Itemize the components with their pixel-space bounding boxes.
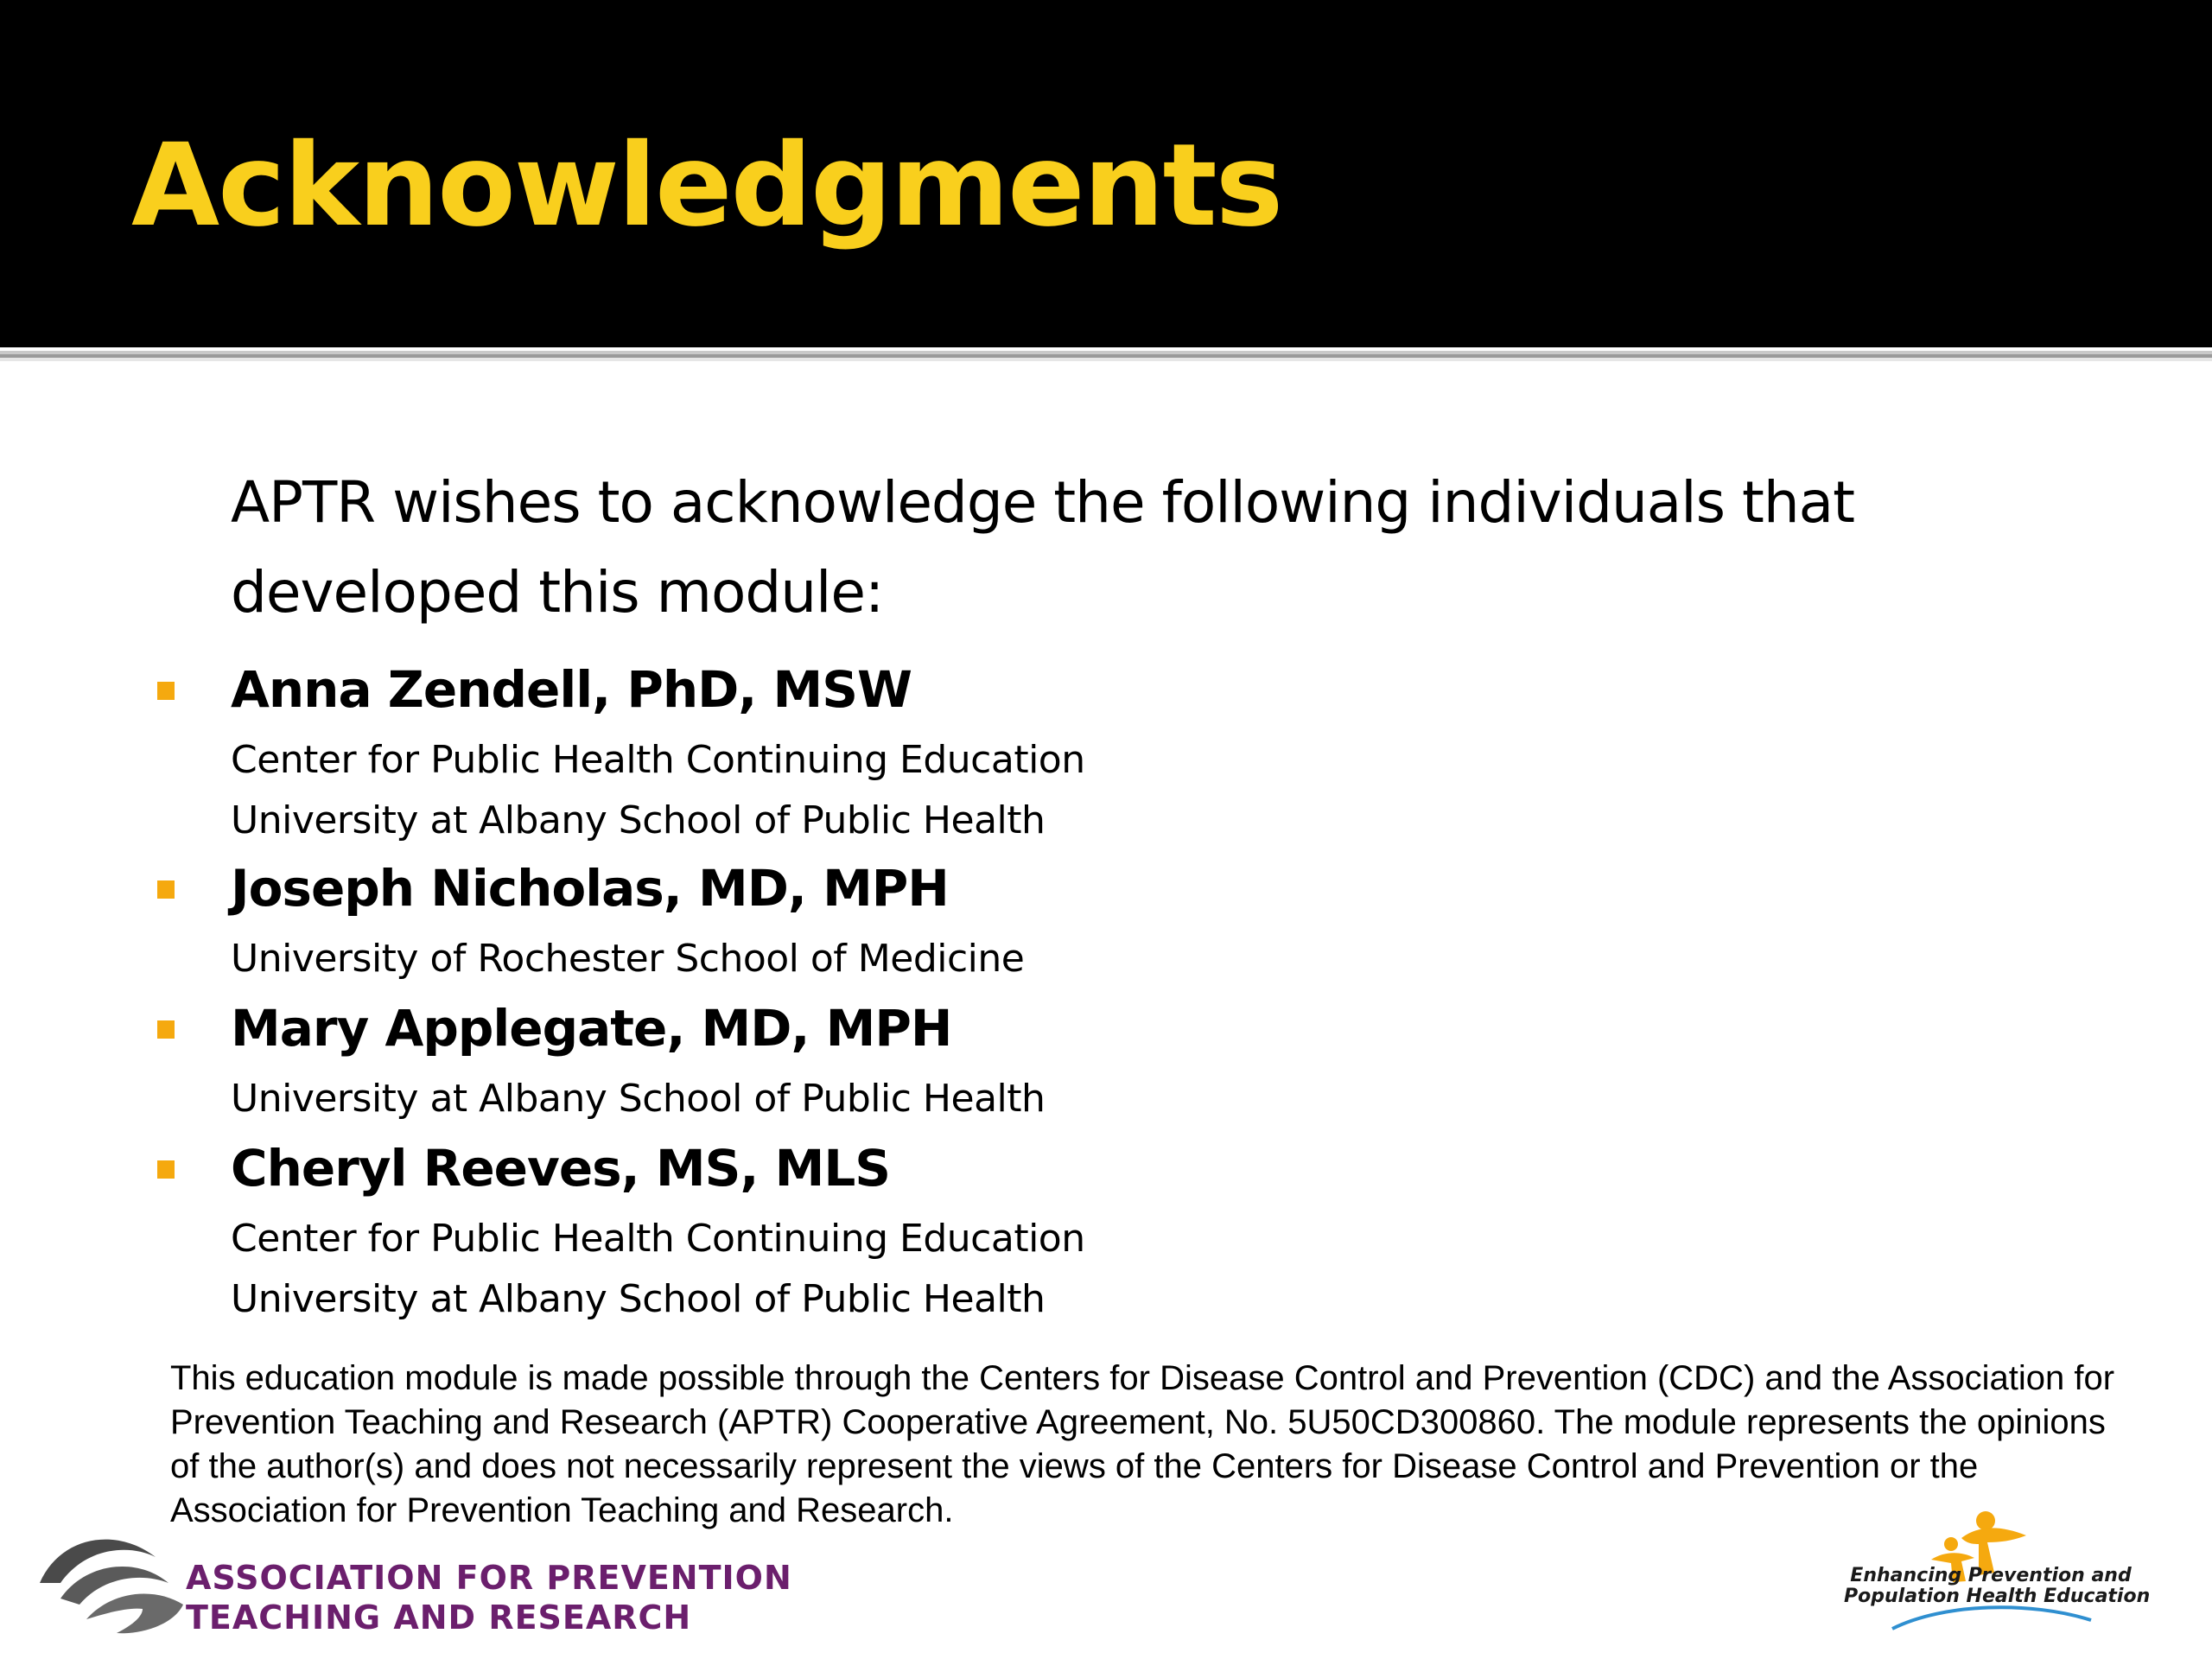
aptr-name-line1: ASSOCIATION FOR PREVENTION	[186, 1559, 792, 1597]
bullet-icon	[157, 880, 175, 899]
contributor-name: Mary Applegate, MD, MPH	[231, 999, 952, 1058]
funding-disclaimer: This education module is made possible through the Centers for Disease Control and Prevention (CDC) and the Association for Prevention Teaching and Research (APTR) Cooperative Agreement, No. 5U50CD300860. The module represents the opinions of the author(s) and does not necessarily represent the views of the Centers for Disease Control and Prevention or the Association for Prevention Teaching and Research.	[170, 1359, 2115, 1529]
contributor-affiliation: Center for Public Health Continuing Education	[231, 1217, 1085, 1261]
page-title: Acknowledgments	[131, 119, 1282, 252]
contributor-affiliation: University at Albany School of Public Health	[231, 1077, 1046, 1121]
contributor-name: Joseph Nicholas, MD, MPH	[231, 859, 949, 918]
bullet-icon	[157, 1020, 175, 1039]
contributor-name: Anna Zendell, PhD, MSW	[231, 660, 912, 719]
aptr-name-line2: TEACHING AND RESEARCH	[186, 1599, 692, 1637]
aptr-name-logo	[186, 1558, 792, 1637]
contributor-affiliation: University at Albany School of Public Health	[231, 1277, 1046, 1321]
contributor-affiliation: University at Albany School of Public Health	[231, 798, 1046, 842]
contributor-affiliation: Center for Public Health Continuing Education	[231, 738, 1085, 782]
aptr-swirl-logo-icon	[35, 1522, 190, 1639]
contributor-name: Cheryl Reeves, MS, MLS	[231, 1139, 891, 1198]
intro-text: APTR wishes to acknowledge the following individuals that developed this module:	[231, 469, 1854, 626]
title-divider	[0, 347, 2212, 361]
contributor-affiliation: University of Rochester School of Medicine	[231, 937, 1025, 981]
emblem-caption-line1: Enhancing Prevention and	[1850, 1565, 2132, 1586]
emblem-caption-line2: Population Health Education	[1844, 1586, 2151, 1607]
bullet-icon	[157, 682, 175, 700]
emblem-caption	[1844, 1565, 2151, 1607]
prevention-emblem-icon	[1840, 1491, 2139, 1637]
bullet-icon	[157, 1160, 175, 1179]
